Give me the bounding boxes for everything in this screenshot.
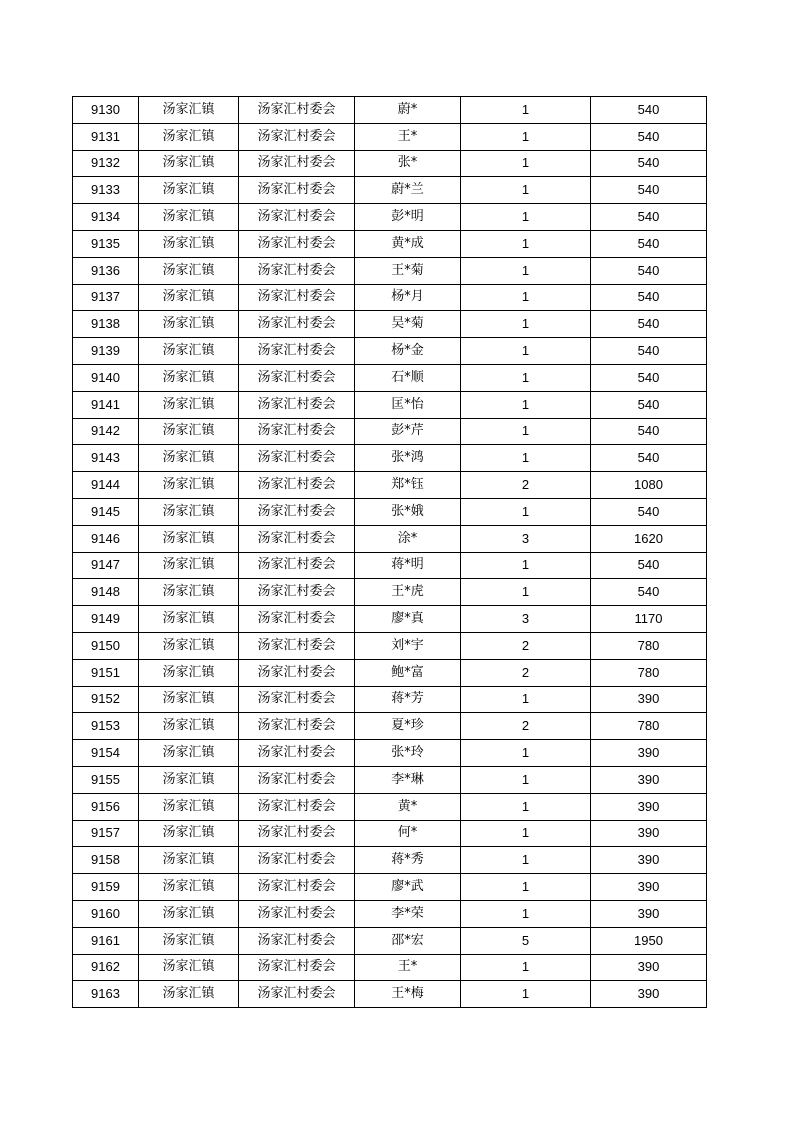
- cell-town: 汤家汇镇: [139, 311, 239, 338]
- cell-serial-number: 9139: [73, 338, 139, 365]
- cell-person-name: 蔚*兰: [355, 177, 461, 204]
- table-row: [73, 177, 707, 204]
- cell-person-count: 1: [461, 579, 591, 606]
- cell-person-count: 1: [461, 954, 591, 981]
- cell-village-committee: 汤家汇村委会: [239, 257, 355, 284]
- cell-amount: 540: [591, 230, 707, 257]
- cell-amount: 390: [591, 981, 707, 1008]
- cell-serial-number: 9132: [73, 150, 139, 177]
- cell-person-count: 1: [461, 338, 591, 365]
- cell-person-name: 黄*成: [355, 230, 461, 257]
- cell-amount: 540: [591, 311, 707, 338]
- cell-village-committee: 汤家汇村委会: [239, 632, 355, 659]
- cell-person-count: 2: [461, 472, 591, 499]
- cell-person-name: 张*: [355, 150, 461, 177]
- table-row: [73, 257, 707, 284]
- cell-town: 汤家汇镇: [139, 177, 239, 204]
- cell-village-committee: 汤家汇村委会: [239, 525, 355, 552]
- cell-person-name: 蔚*: [355, 97, 461, 124]
- cell-serial-number: 9148: [73, 579, 139, 606]
- cell-village-committee: 汤家汇村委会: [239, 123, 355, 150]
- table-row: [73, 418, 707, 445]
- cell-person-count: 1: [461, 230, 591, 257]
- cell-village-committee: 汤家汇村委会: [239, 338, 355, 365]
- table-row: [73, 445, 707, 472]
- cell-serial-number: 9155: [73, 766, 139, 793]
- cell-town: 汤家汇镇: [139, 230, 239, 257]
- cell-serial-number: 9152: [73, 686, 139, 713]
- cell-serial-number: 9137: [73, 284, 139, 311]
- cell-person-name: 张*娥: [355, 498, 461, 525]
- cell-person-count: 1: [461, 900, 591, 927]
- cell-person-name: 杨*金: [355, 338, 461, 365]
- cell-serial-number: 9157: [73, 820, 139, 847]
- cell-person-count: 1: [461, 177, 591, 204]
- cell-village-committee: 汤家汇村委会: [239, 391, 355, 418]
- cell-town: 汤家汇镇: [139, 847, 239, 874]
- cell-person-name: 王*: [355, 954, 461, 981]
- table-row: [73, 686, 707, 713]
- cell-serial-number: 9130: [73, 97, 139, 124]
- table-row: [73, 632, 707, 659]
- cell-town: 汤家汇镇: [139, 954, 239, 981]
- cell-village-committee: 汤家汇村委会: [239, 177, 355, 204]
- cell-person-count: 2: [461, 713, 591, 740]
- cell-town: 汤家汇镇: [139, 498, 239, 525]
- cell-amount: 540: [591, 418, 707, 445]
- cell-amount: 780: [591, 659, 707, 686]
- cell-serial-number: 9144: [73, 472, 139, 499]
- cell-person-name: 石*顺: [355, 364, 461, 391]
- table-row: [73, 820, 707, 847]
- cell-amount: 540: [591, 445, 707, 472]
- cell-village-committee: 汤家汇村委会: [239, 606, 355, 633]
- cell-amount: 390: [591, 686, 707, 713]
- cell-person-name: 何*: [355, 820, 461, 847]
- cell-amount: 1080: [591, 472, 707, 499]
- cell-person-count: 3: [461, 606, 591, 633]
- cell-amount: 540: [591, 150, 707, 177]
- cell-village-committee: 汤家汇村委会: [239, 847, 355, 874]
- cell-village-committee: 汤家汇村委会: [239, 445, 355, 472]
- cell-town: 汤家汇镇: [139, 338, 239, 365]
- cell-amount: 540: [591, 338, 707, 365]
- cell-village-committee: 汤家汇村委会: [239, 659, 355, 686]
- cell-town: 汤家汇镇: [139, 686, 239, 713]
- table-row: [73, 659, 707, 686]
- cell-person-name: 蒋*明: [355, 552, 461, 579]
- cell-serial-number: 9153: [73, 713, 139, 740]
- cell-town: 汤家汇镇: [139, 123, 239, 150]
- cell-serial-number: 9133: [73, 177, 139, 204]
- cell-person-count: 1: [461, 311, 591, 338]
- cell-amount: 540: [591, 257, 707, 284]
- data-table: [72, 96, 707, 1008]
- cell-village-committee: 汤家汇村委会: [239, 498, 355, 525]
- cell-town: 汤家汇镇: [139, 740, 239, 767]
- table-row: [73, 606, 707, 633]
- cell-village-committee: 汤家汇村委会: [239, 204, 355, 231]
- cell-town: 汤家汇镇: [139, 900, 239, 927]
- cell-town: 汤家汇镇: [139, 257, 239, 284]
- cell-town: 汤家汇镇: [139, 659, 239, 686]
- cell-amount: 540: [591, 97, 707, 124]
- cell-amount: 540: [591, 284, 707, 311]
- table-row: [73, 230, 707, 257]
- table-row: [73, 900, 707, 927]
- cell-serial-number: 9140: [73, 364, 139, 391]
- cell-person-name: 黄*: [355, 793, 461, 820]
- cell-serial-number: 9154: [73, 740, 139, 767]
- table-row: [73, 338, 707, 365]
- cell-amount: 390: [591, 874, 707, 901]
- cell-person-name: 鲍*富: [355, 659, 461, 686]
- cell-town: 汤家汇镇: [139, 97, 239, 124]
- cell-person-count: 1: [461, 981, 591, 1008]
- cell-person-count: 2: [461, 632, 591, 659]
- cell-town: 汤家汇镇: [139, 284, 239, 311]
- cell-town: 汤家汇镇: [139, 981, 239, 1008]
- cell-person-count: 1: [461, 418, 591, 445]
- cell-town: 汤家汇镇: [139, 472, 239, 499]
- cell-amount: 390: [591, 766, 707, 793]
- cell-town: 汤家汇镇: [139, 418, 239, 445]
- table-row: [73, 97, 707, 124]
- table-row: [73, 472, 707, 499]
- cell-village-committee: 汤家汇村委会: [239, 766, 355, 793]
- cell-person-name: 蒋*秀: [355, 847, 461, 874]
- cell-person-name: 王*虎: [355, 579, 461, 606]
- cell-person-name: 张*鸿: [355, 445, 461, 472]
- cell-amount: 540: [591, 552, 707, 579]
- table-row: [73, 927, 707, 954]
- cell-person-count: 1: [461, 793, 591, 820]
- cell-serial-number: 9160: [73, 900, 139, 927]
- cell-town: 汤家汇镇: [139, 445, 239, 472]
- cell-person-count: 1: [461, 364, 591, 391]
- cell-person-count: 2: [461, 659, 591, 686]
- cell-village-committee: 汤家汇村委会: [239, 686, 355, 713]
- cell-town: 汤家汇镇: [139, 364, 239, 391]
- cell-person-name: 廖*真: [355, 606, 461, 633]
- cell-amount: 780: [591, 632, 707, 659]
- cell-serial-number: 9135: [73, 230, 139, 257]
- cell-person-count: 1: [461, 498, 591, 525]
- cell-village-committee: 汤家汇村委会: [239, 230, 355, 257]
- cell-town: 汤家汇镇: [139, 766, 239, 793]
- cell-person-count: 1: [461, 874, 591, 901]
- cell-person-name: 王*: [355, 123, 461, 150]
- table-row: [73, 311, 707, 338]
- cell-person-count: 1: [461, 97, 591, 124]
- cell-person-count: 1: [461, 123, 591, 150]
- cell-village-committee: 汤家汇村委会: [239, 364, 355, 391]
- cell-person-count: 1: [461, 686, 591, 713]
- cell-village-committee: 汤家汇村委会: [239, 927, 355, 954]
- cell-village-committee: 汤家汇村委会: [239, 793, 355, 820]
- cell-town: 汤家汇镇: [139, 632, 239, 659]
- cell-amount: 540: [591, 123, 707, 150]
- cell-person-name: 廖*武: [355, 874, 461, 901]
- cell-person-count: 1: [461, 284, 591, 311]
- cell-serial-number: 9134: [73, 204, 139, 231]
- table-body: [73, 97, 707, 1008]
- cell-town: 汤家汇镇: [139, 874, 239, 901]
- cell-amount: 390: [591, 740, 707, 767]
- cell-village-committee: 汤家汇村委会: [239, 981, 355, 1008]
- cell-serial-number: 9147: [73, 552, 139, 579]
- cell-person-name: 夏*珍: [355, 713, 461, 740]
- cell-person-count: 1: [461, 204, 591, 231]
- table-row: [73, 740, 707, 767]
- table-row: [73, 981, 707, 1008]
- cell-town: 汤家汇镇: [139, 552, 239, 579]
- cell-amount: 540: [591, 204, 707, 231]
- cell-serial-number: 9163: [73, 981, 139, 1008]
- cell-village-committee: 汤家汇村委会: [239, 472, 355, 499]
- cell-village-committee: 汤家汇村委会: [239, 820, 355, 847]
- table-row: [73, 579, 707, 606]
- table-row: [73, 713, 707, 740]
- cell-serial-number: 9150: [73, 632, 139, 659]
- cell-amount: 540: [591, 391, 707, 418]
- cell-serial-number: 9146: [73, 525, 139, 552]
- cell-person-count: 1: [461, 552, 591, 579]
- cell-person-count: 1: [461, 150, 591, 177]
- cell-amount: 540: [591, 579, 707, 606]
- table-row: [73, 498, 707, 525]
- cell-amount: 780: [591, 713, 707, 740]
- cell-village-committee: 汤家汇村委会: [239, 874, 355, 901]
- cell-person-name: 吴*菊: [355, 311, 461, 338]
- table-row: [73, 954, 707, 981]
- cell-serial-number: 9159: [73, 874, 139, 901]
- cell-serial-number: 9158: [73, 847, 139, 874]
- table-row: [73, 847, 707, 874]
- cell-person-count: 1: [461, 820, 591, 847]
- table-row: [73, 284, 707, 311]
- table-row: [73, 793, 707, 820]
- cell-serial-number: 9138: [73, 311, 139, 338]
- cell-person-name: 彭*明: [355, 204, 461, 231]
- table-row: [73, 552, 707, 579]
- cell-person-name: 邵*宏: [355, 927, 461, 954]
- cell-serial-number: 9145: [73, 498, 139, 525]
- cell-person-name: 王*梅: [355, 981, 461, 1008]
- cell-person-count: 1: [461, 740, 591, 767]
- cell-amount: 540: [591, 364, 707, 391]
- cell-person-name: 李*荣: [355, 900, 461, 927]
- cell-village-committee: 汤家汇村委会: [239, 418, 355, 445]
- cell-person-name: 李*琳: [355, 766, 461, 793]
- cell-serial-number: 9136: [73, 257, 139, 284]
- cell-person-name: 彭*芹: [355, 418, 461, 445]
- cell-person-name: 刘*宇: [355, 632, 461, 659]
- cell-serial-number: 9156: [73, 793, 139, 820]
- cell-amount: 390: [591, 900, 707, 927]
- cell-town: 汤家汇镇: [139, 525, 239, 552]
- cell-person-name: 涂*: [355, 525, 461, 552]
- cell-serial-number: 9131: [73, 123, 139, 150]
- cell-serial-number: 9141: [73, 391, 139, 418]
- cell-person-count: 1: [461, 257, 591, 284]
- cell-amount: 390: [591, 820, 707, 847]
- cell-town: 汤家汇镇: [139, 927, 239, 954]
- cell-person-count: 3: [461, 525, 591, 552]
- cell-person-count: 1: [461, 391, 591, 418]
- table-row: [73, 123, 707, 150]
- table-row: [73, 525, 707, 552]
- cell-serial-number: 9162: [73, 954, 139, 981]
- cell-person-count: 1: [461, 847, 591, 874]
- cell-amount: 540: [591, 498, 707, 525]
- cell-village-committee: 汤家汇村委会: [239, 954, 355, 981]
- cell-serial-number: 9151: [73, 659, 139, 686]
- cell-serial-number: 9149: [73, 606, 139, 633]
- cell-village-committee: 汤家汇村委会: [239, 579, 355, 606]
- cell-person-count: 1: [461, 766, 591, 793]
- cell-person-name: 匡*怡: [355, 391, 461, 418]
- cell-amount: 390: [591, 847, 707, 874]
- cell-amount: 540: [591, 177, 707, 204]
- cell-amount: 1950: [591, 927, 707, 954]
- cell-serial-number: 9143: [73, 445, 139, 472]
- cell-amount: 390: [591, 793, 707, 820]
- cell-village-committee: 汤家汇村委会: [239, 284, 355, 311]
- cell-village-committee: 汤家汇村委会: [239, 150, 355, 177]
- cell-village-committee: 汤家汇村委会: [239, 97, 355, 124]
- cell-village-committee: 汤家汇村委会: [239, 900, 355, 927]
- cell-serial-number: 9161: [73, 927, 139, 954]
- table-row: [73, 150, 707, 177]
- table-row: [73, 766, 707, 793]
- cell-village-committee: 汤家汇村委会: [239, 311, 355, 338]
- cell-village-committee: 汤家汇村委会: [239, 740, 355, 767]
- table-row: [73, 364, 707, 391]
- cell-village-committee: 汤家汇村委会: [239, 713, 355, 740]
- cell-amount: 390: [591, 954, 707, 981]
- cell-town: 汤家汇镇: [139, 204, 239, 231]
- cell-person-name: 郑*钰: [355, 472, 461, 499]
- cell-person-count: 5: [461, 927, 591, 954]
- cell-person-name: 王*菊: [355, 257, 461, 284]
- cell-town: 汤家汇镇: [139, 713, 239, 740]
- cell-town: 汤家汇镇: [139, 150, 239, 177]
- cell-town: 汤家汇镇: [139, 606, 239, 633]
- table-row: [73, 204, 707, 231]
- cell-person-name: 张*玲: [355, 740, 461, 767]
- table-row: [73, 391, 707, 418]
- cell-person-name: 蒋*芳: [355, 686, 461, 713]
- cell-amount: 1620: [591, 525, 707, 552]
- cell-serial-number: 9142: [73, 418, 139, 445]
- cell-town: 汤家汇镇: [139, 391, 239, 418]
- cell-village-committee: 汤家汇村委会: [239, 552, 355, 579]
- cell-amount: 1170: [591, 606, 707, 633]
- cell-person-name: 杨*月: [355, 284, 461, 311]
- cell-town: 汤家汇镇: [139, 579, 239, 606]
- table-row: [73, 874, 707, 901]
- cell-town: 汤家汇镇: [139, 793, 239, 820]
- cell-person-count: 1: [461, 445, 591, 472]
- cell-town: 汤家汇镇: [139, 820, 239, 847]
